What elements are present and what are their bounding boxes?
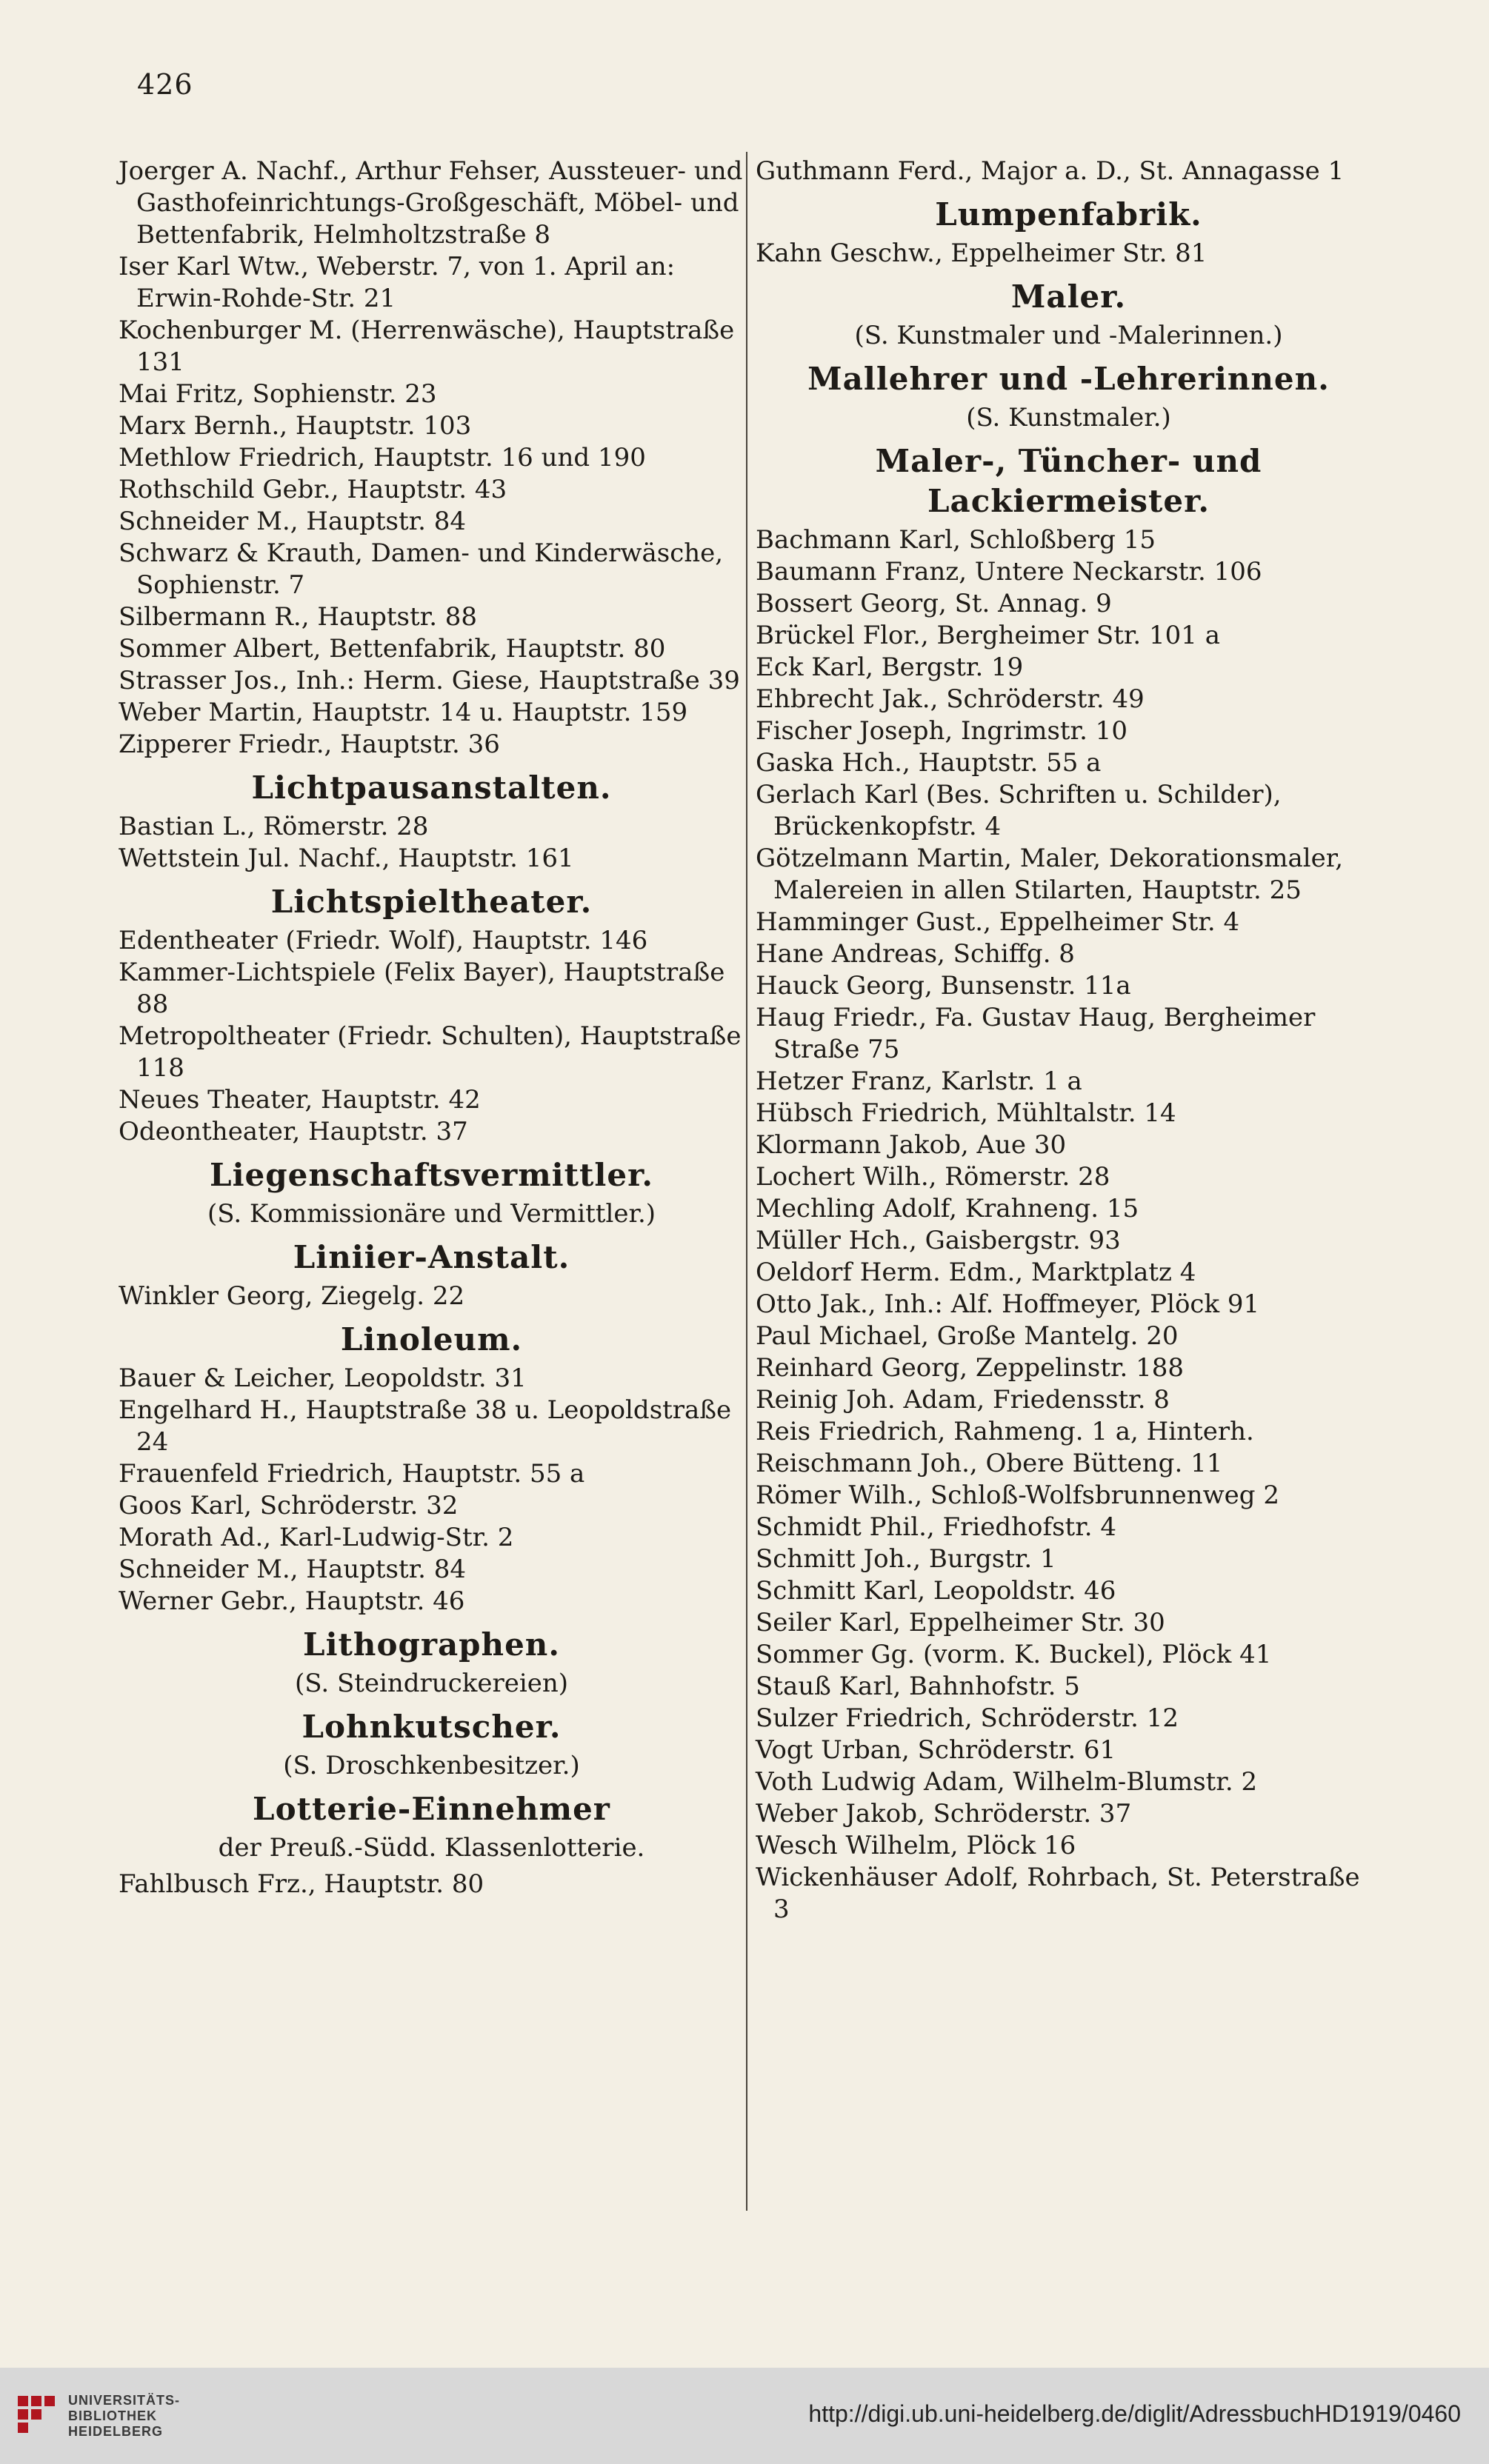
section-heading: Lohnkutscher.	[302, 1709, 562, 1745]
directory-entry: Marx Bernh., Hauptstr. 103	[119, 411, 472, 441]
section-heading: Mallehrer und -Lehrerinnen.	[807, 361, 1330, 397]
directory-entry: Silbermann R., Hauptstr. 88	[119, 602, 478, 632]
section-heading: Lichtpausanstalten.	[251, 769, 612, 806]
directory-entry: Hamminger Gust., Eppelheimer Str. 4	[756, 907, 1240, 937]
directory-entry: Schmitt Joh., Burgstr. 1	[756, 1544, 1056, 1574]
directory-entry: Götzelmann Martin, Maler, Dekorationsmaler, Malereien in allen Stilarten, Hauptstr. 25	[756, 844, 1344, 905]
directory-entry: Sommer Gg. (vorm. K. Buckel), Plöck 41	[756, 1640, 1272, 1669]
logo-line: UNIVERSITÄTS-	[68, 2393, 181, 2408]
directory-entry: Weber Martin, Hauptstr. 14 u. Hauptstr. 159	[119, 698, 688, 727]
directory-entry: Odeontheater, Hauptstr. 37	[119, 1117, 468, 1146]
directory-entry: Baumann Franz, Untere Neckarstr. 106	[756, 557, 1262, 587]
directory-entry: Joerger A. Nachf., Arthur Fehser, Aussteuer- und Gasthofeinrichtungs-Großgeschäft, Möbel- und Bettenfabrik, Helmholtzstraße 8	[119, 156, 743, 250]
directory-entry: Schneider M., Hauptstr. 84	[119, 1555, 467, 1584]
directory-entry: Hauck Georg, Bunsenstr. 11a	[756, 971, 1131, 1001]
section-heading: Maler-, Tüncher- und Lackiermeister.	[875, 443, 1262, 519]
directory-entry: Goos Karl, Schröderstr. 32	[119, 1491, 459, 1520]
directory-entry: Schmitt Karl, Leopoldstr. 46	[756, 1576, 1116, 1606]
directory-entry: Sommer Albert, Bettenfabrik, Hauptstr. 80	[119, 634, 666, 664]
page-number: 426	[137, 68, 193, 101]
section-note: der Preuß.-Südd. Klassenlotterie.	[218, 1833, 645, 1863]
directory-entry: Morath Ad., Karl-Ludwig-Str. 2	[119, 1523, 514, 1552]
directory-entry: Weber Jakob, Schröderstr. 37	[756, 1799, 1132, 1829]
directory-entry: Müller Hch., Gaisbergstr. 93	[756, 1226, 1121, 1255]
directory-entry: Strasser Jos., Inh.: Herm. Giese, Hauptstraße 39	[119, 666, 740, 695]
directory-entry: Schwarz & Krauth, Damen- und Kinderwäsche, Sophienstr. 7	[119, 538, 724, 600]
directory-entry: Bachmann Karl, Schloßberg 15	[756, 525, 1156, 555]
directory-entry: Edentheater (Friedr. Wolf), Hauptstr. 146	[119, 926, 648, 955]
section-heading: Liniier-Anstalt.	[293, 1239, 570, 1275]
directory-entry: Klormann Jakob, Aue 30	[756, 1130, 1067, 1160]
directory-entry: Otto Jak., Inh.: Alf. Hoffmeyer, Plöck 91	[756, 1289, 1260, 1319]
directory-entry: Sulzer Friedrich, Schröderstr. 12	[756, 1703, 1179, 1733]
directory-entry: Rothschild Gebr., Hauptstr. 43	[119, 475, 507, 504]
directory-entry: Guthmann Ferd., Major a. D., St. Annagasse 1	[756, 156, 1345, 186]
directory-entry: Stauß Karl, Bahnhofstr. 5	[756, 1672, 1080, 1701]
directory-entry: Reinig Joh. Adam, Friedensstr. 8	[756, 1385, 1170, 1415]
section-heading: Lithographen.	[303, 1626, 560, 1663]
directory-entry: Iser Karl Wtw., Weberstr. 7, von 1. April an: Erwin-Rohde-Str. 21	[119, 252, 676, 313]
directory-entry: Schneider M., Hauptstr. 84	[119, 507, 467, 536]
directory-entry: Fahlbusch Frz., Hauptstr. 80	[119, 1869, 484, 1899]
section-heading: Lotterie-Einnehmer	[253, 1791, 610, 1827]
directory-entry: Neues Theater, Hauptstr. 42	[119, 1085, 481, 1115]
directory-entry: Hane Andreas, Schiffg. 8	[756, 939, 1075, 969]
directory-entry: Reischmann Joh., Obere Bütteng. 11	[756, 1449, 1223, 1478]
column-divider	[746, 152, 747, 2211]
directory-entry: Paul Michael, Große Mantelg. 20	[756, 1321, 1179, 1351]
logo-line: BIBLIOTHEK	[68, 2408, 157, 2423]
directory-entry: Ehbrecht Jak., Schröderstr. 49	[756, 684, 1145, 714]
directory-entry: Oeldorf Herm. Edm., Marktplatz 4	[756, 1258, 1196, 1287]
section-note: (S. Kommissionäre und Vermittler.)	[207, 1199, 656, 1229]
directory-entry: Werner Gebr., Hauptstr. 46	[119, 1586, 465, 1616]
directory-entry: Brückel Flor., Bergheimer Str. 101 a	[756, 621, 1220, 650]
directory-entry: Kochenburger M. (Herrenwäsche), Hauptstraße 131	[119, 315, 735, 377]
directory-entry: Kammer-Lichtspiele (Felix Bayer), Hauptstraße 88	[119, 958, 725, 1019]
directory-entry: Zipperer Friedr., Hauptstr. 36	[119, 729, 500, 759]
directory-entry: Reis Friedrich, Rahmeng. 1 a, Hinterh.	[756, 1417, 1254, 1446]
directory-entry: Haug Friedr., Fa. Gustav Haug, Bergheimer Straße 75	[756, 1003, 1316, 1064]
directory-entry: Schmidt Phil., Friedhofstr. 4	[756, 1512, 1116, 1542]
footer-bar	[0, 2368, 1489, 2464]
directory-entry: Seiler Karl, Eppelheimer Str. 30	[756, 1608, 1165, 1637]
right-column	[756, 156, 1382, 1926]
directory-entry: Gaska Hch., Hauptstr. 55 a	[756, 748, 1102, 778]
section-heading: Lichtspieltheater.	[270, 884, 593, 920]
section-heading: Maler.	[1010, 278, 1127, 315]
directory-entry: Hübsch Friedrich, Mühltalstr. 14	[756, 1098, 1176, 1128]
directory-entry: Mai Fritz, Sophienstr. 23	[119, 379, 437, 409]
directory-entry: Vogt Urban, Schröderstr. 61	[756, 1735, 1116, 1765]
section-heading: Liegenschaftsvermittler.	[210, 1157, 653, 1193]
directory-entry: Winkler Georg, Ziegelg. 22	[119, 1281, 465, 1311]
directory-entry: Wickenhäuser Adolf, Rohrbach, St. Peterstraße 3	[756, 1863, 1360, 1924]
section-heading: Linoleum.	[340, 1321, 523, 1358]
university-logo-icon	[15, 2393, 59, 2437]
directory-entry: Metropoltheater (Friedr. Schulten), Hauptstraße 118	[119, 1021, 742, 1083]
directory-entry: Wesch Wilhelm, Plöck 16	[756, 1831, 1076, 1860]
directory-entry: Wettstein Jul. Nachf., Hauptstr. 161	[119, 844, 574, 873]
directory-entry: Römer Wilh., Schloß-Wolfsbrunnenweg 2	[756, 1480, 1279, 1510]
section-note: (S. Droschkenbesitzer.)	[283, 1751, 580, 1780]
source-url-link[interactable]: http://digi.ub.uni-heidelberg.de/diglit/AdressbuchHD1919/0460	[808, 2400, 1461, 2427]
left-column	[119, 156, 744, 1900]
directory-entry: Hetzer Franz, Karlstr. 1 a	[756, 1066, 1082, 1096]
directory-entry: Eck Karl, Bergstr. 19	[756, 652, 1024, 682]
directory-entry: Reinhard Georg, Zeppelinstr. 188	[756, 1353, 1185, 1383]
directory-entry: Engelhard H., Hauptstraße 38 u. Leopoldstraße 24	[119, 1395, 732, 1457]
directory-entry: Bossert Georg, St. Annag. 9	[756, 589, 1112, 618]
directory-entry: Lochert Wilh., Römerstr. 28	[756, 1162, 1110, 1192]
section-note: (S. Steindruckereien)	[294, 1669, 569, 1698]
directory-entry: Methlow Friedrich, Hauptstr. 16 und 190	[119, 443, 646, 473]
directory-entry: Bastian L., Römerstr. 28	[119, 812, 429, 841]
directory-entry: Frauenfeld Friedrich, Hauptstr. 55 a	[119, 1459, 585, 1489]
directory-entry: Bauer & Leicher, Leopoldstr. 31	[119, 1363, 527, 1393]
directory-entry: Gerlach Karl (Bes. Schriften u. Schilder), Brückenkopfstr. 4	[756, 780, 1282, 841]
directory-entry: Mechling Adolf, Krahneng. 15	[756, 1194, 1139, 1223]
directory-entry: Voth Ludwig Adam, Wilhelm-Blumstr. 2	[756, 1767, 1258, 1797]
directory-entry: Kahn Geschw., Eppelheimer Str. 81	[756, 238, 1207, 268]
section-heading: Lumpenfabrik.	[935, 196, 1202, 233]
directory-entry: Fischer Joseph, Ingrimstr. 10	[756, 716, 1127, 746]
section-note: (S. Kunstmaler und -Malerinnen.)	[854, 321, 1283, 350]
library-logo-text	[68, 2393, 180, 2440]
logo-line: HEIDELBERG	[68, 2424, 164, 2439]
section-note: (S. Kunstmaler.)	[966, 403, 1171, 433]
